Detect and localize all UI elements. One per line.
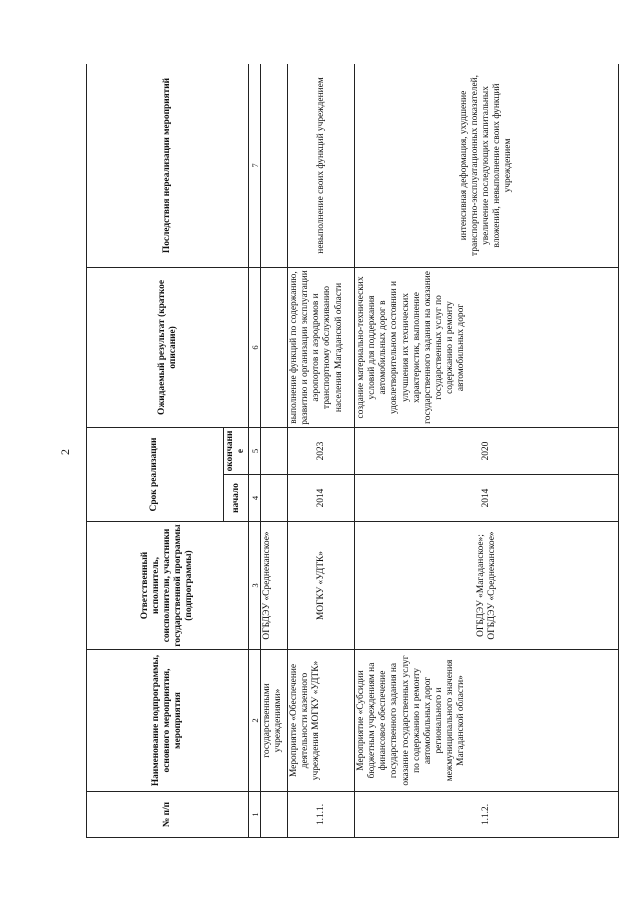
column-number: 1: [249, 792, 261, 838]
row-end: 2020: [355, 427, 619, 474]
row-end: 2023: [288, 427, 355, 474]
row-consequences: [261, 64, 288, 267]
row-result: выполнение функций по содержанию, развитию и организации эксплуатации аэропортов и аэродромов и транспортному обслуживанию населения Магаданской области: [288, 267, 355, 427]
row-consequences: интенсивная деформация, ухудшение транспортно-эксплуатационных показателей, увеличение последующих капитальных вложений, невыполнение своих функций учреждением: [355, 64, 619, 267]
header-consequences: Последствия нереализации мероприятий: [87, 64, 249, 267]
header-name: Наименование подпрограммы, основного мероприятия, мероприятия: [87, 650, 249, 792]
row-responsible: ОГБДЭУ «Магаданское»; ОГБДЭУ «Среднеканское»: [355, 522, 619, 650]
column-number-row: [249, 64, 261, 838]
header-period-end: окончание: [224, 427, 249, 474]
row-end: [261, 427, 288, 474]
row-consequences: невыполнение своих функций учреждением: [288, 64, 355, 267]
row-number: 1.1.2.: [355, 792, 619, 838]
row-responsible: ОГБДЭУ «Среднеканское»: [261, 522, 288, 650]
row-name: Мероприятие «Обеспечение деятельности казенного учреждения МОГКУ «УДТК»: [288, 650, 355, 792]
table-header-row: [87, 64, 224, 838]
column-number: 3: [249, 522, 261, 650]
column-number: 5: [249, 427, 261, 474]
program-measures-table: [86, 64, 619, 838]
header-responsible: Ответственный исполнитель, соисполнители, участники государственной программы (подпрограммы): [87, 522, 249, 650]
row-start: 2014: [355, 475, 619, 522]
table-row: [355, 64, 619, 838]
row-start: 2014: [288, 475, 355, 522]
column-number: 7: [249, 64, 261, 267]
row-number: 1.1.1.: [288, 792, 355, 838]
column-number: 4: [249, 475, 261, 522]
header-result: Ожидаемый результат (краткое описание): [87, 267, 249, 427]
row-responsible: МОГКУ «УДТК»: [288, 522, 355, 650]
page-number: 2: [57, 449, 72, 455]
table-row: [261, 64, 288, 838]
row-number: [261, 792, 288, 838]
header-number: № п/п: [87, 792, 249, 838]
row-start: [261, 475, 288, 522]
column-number: 2: [249, 650, 261, 792]
row-name: Мероприятие «Субсидии бюджетным учреждениям на финансовое обеспечение государственного задания на оказание государственных услуг по содержанию и ремонту автомобильных дорог регионального и межмуниципального значения Магаданской области»: [355, 650, 619, 792]
row-result: создание материально-технических условий для поддержания автомобильных дорог в удовлетворительном состоянии и улучшения их технических характеристик, выполнение государственного задания на оказание государственных услуг по содержанию и ремонту автомобильных дорог: [355, 267, 619, 427]
table-row: [288, 64, 355, 838]
rotated-table-frame: [86, 64, 619, 838]
column-number: 6: [249, 267, 261, 427]
row-name: государственными учреждениями»: [261, 650, 288, 792]
header-period-start: начало: [224, 475, 249, 522]
table-area: [86, 64, 619, 838]
header-period: Срок реализации: [87, 427, 224, 521]
row-result: [261, 267, 288, 427]
